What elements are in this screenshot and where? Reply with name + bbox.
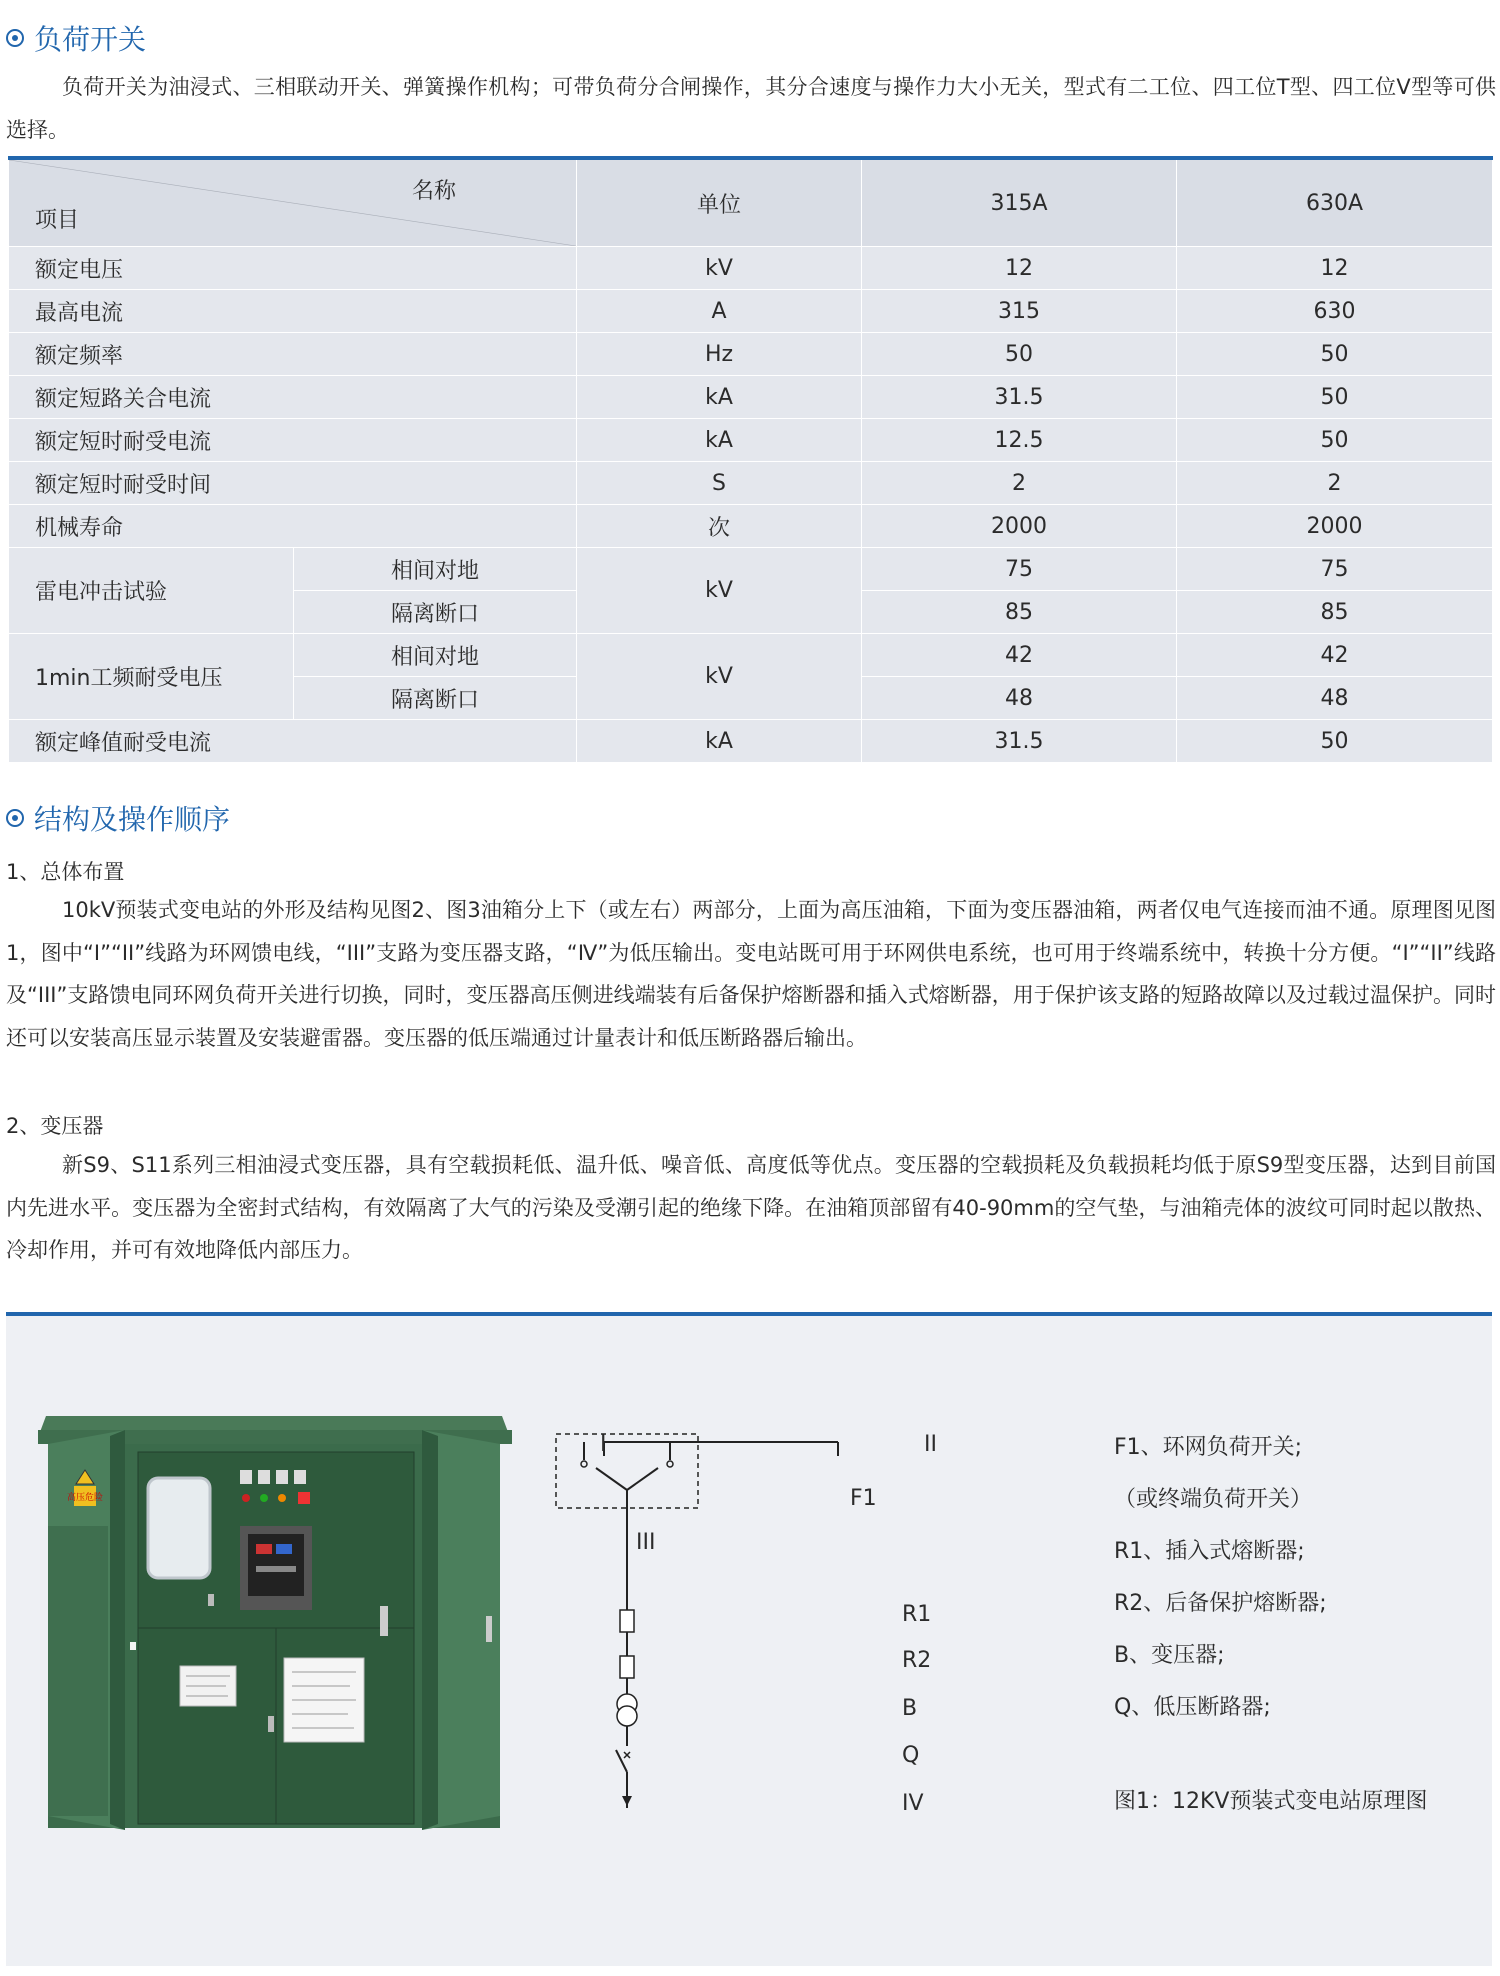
row-315a: 2 [862, 462, 1177, 505]
table-row [9, 376, 1493, 419]
spec-table [8, 156, 1493, 763]
legend-B: B、变压器; [1114, 1643, 1225, 1668]
row-unit: kV [577, 247, 862, 290]
header-315a: 315A [862, 158, 1177, 247]
row-630a: 48 [1177, 677, 1493, 720]
row-315a: 50 [862, 333, 1177, 376]
table-row [9, 247, 1493, 290]
row-unit: kV [577, 548, 862, 634]
row-item: 额定短时耐受时间 [9, 462, 577, 505]
table-header-row [9, 158, 1493, 247]
table-row [9, 720, 1493, 763]
legend-R2: R2、后备保护熔断器; [1114, 1591, 1327, 1616]
subsection-title-layout: 1、总体布置 [6, 860, 125, 884]
header-630a: 630A [1177, 158, 1493, 247]
row-315a: 31.5 [862, 720, 1177, 763]
row-item: 额定短路关合电流 [9, 376, 577, 419]
row-subitem: 隔离断口 [294, 677, 577, 720]
Q-label: Q [902, 1743, 920, 1768]
table-row [9, 419, 1493, 462]
row-unit: kA [577, 376, 862, 419]
legend-Q: Q、低压断路器; [1114, 1695, 1271, 1720]
row-subitem: 相间对地 [294, 634, 577, 677]
row-unit: kA [577, 419, 862, 462]
warning-label-text: 高压危险 [66, 1493, 104, 1503]
row-630a: 50 [1177, 720, 1493, 763]
row-630a: 75 [1177, 548, 1493, 591]
figure-caption: 图1：12KV预装式变电站原理图 [1114, 1789, 1428, 1814]
section-title-text: 负荷开关 [34, 23, 147, 56]
table-row [9, 333, 1493, 376]
row-item: 额定频率 [9, 333, 577, 376]
row-unit: A [577, 290, 862, 333]
row-item: 机械寿命 [9, 505, 577, 548]
row-630a: 630 [1177, 290, 1493, 333]
row-subitem: 隔离断口 [294, 591, 577, 634]
schematic-diagram [476, 1416, 956, 1836]
row-630a: 85 [1177, 591, 1493, 634]
row-subitem: 相间对地 [294, 548, 577, 591]
B-label: B [902, 1696, 918, 1721]
row-unit: kA [577, 720, 862, 763]
load-switch-description: 负荷开关为油浸式、三相联动开关、弹簧操作机构；可带负荷分合闸操作，其分合速度与操作力大小无关，型式有二工位、四工位T型、四工位V型等可供选择。 [6, 75, 1496, 142]
bullet-circle-icon [6, 809, 24, 827]
legend-R1: R1、插入式熔断器; [1114, 1539, 1305, 1564]
figure-panel [6, 1312, 1492, 1966]
section-title-load-switch [6, 18, 146, 58]
F1-label: F1 [850, 1486, 877, 1511]
row-315a: 2000 [862, 505, 1177, 548]
section-title-structure [6, 798, 230, 838]
legend-F1-alt: （或终端负荷开关） [1114, 1487, 1313, 1512]
row-315a: 85 [862, 591, 1177, 634]
row-315a: 42 [862, 634, 1177, 677]
row-unit: S [577, 462, 862, 505]
branch-III-label: III [636, 1530, 656, 1555]
layout-paragraph: 10kV预装式变电站的外形及结构见图2、图3油箱分上下（或左右）两部分，上面为高压油箱，下面为变压器油箱，两者仅电气连接而油不通。原理图见图1，图中“I”“II”线路为环网馈电线，“III”支路为变压器支路，“Ⅳ”为低压输出。变电站既可用于环网供电系统，也可用于终端系统中，转换十分方便。“I”“II”线路及“III”支路馈电同环网负荷开关进行切换，同时，变压器高压侧进线端装有后备保护熔断器和插入式熔断器，用于保护该支路的短路故障以及过载过温保护。同时还可以安装高压显示装置及安装避雷器。变压器的低压端通过计量表计和低压断路器后输出。 [6, 898, 1496, 1050]
row-item-powerfreq: 1min工频耐受电压 [9, 634, 294, 720]
line-II-label: II [924, 1432, 937, 1457]
table-row [9, 505, 1493, 548]
substation-cabinet-illustration [30, 1416, 530, 1836]
header-item-label: 项目 [35, 208, 80, 233]
header-unit: 单位 [577, 158, 862, 247]
row-unit: Hz [577, 333, 862, 376]
row-315a: 315 [862, 290, 1177, 333]
subsection-title-transformer: 2、变压器 [6, 1114, 104, 1138]
row-item: 额定峰值耐受电流 [9, 720, 577, 763]
bullet-circle-icon [6, 29, 24, 47]
row-630a: 50 [1177, 333, 1493, 376]
row-item: 额定电压 [9, 247, 577, 290]
row-630a: 50 [1177, 376, 1493, 419]
row-315a: 48 [862, 677, 1177, 720]
row-unit: 次 [577, 505, 862, 548]
row-315a: 75 [862, 548, 1177, 591]
header-diagonal-cell [9, 158, 577, 247]
legend-F1: F1、环网负荷开关; [1114, 1435, 1303, 1460]
R1-label: R1 [902, 1602, 932, 1627]
row-630a: 2 [1177, 462, 1493, 505]
row-630a: 42 [1177, 634, 1493, 677]
row-unit: kV [577, 634, 862, 720]
row-item-lightning: 雷电冲击试验 [9, 548, 294, 634]
header-name-label: 名称 [411, 179, 456, 204]
IV-label: IV [902, 1791, 924, 1816]
line-I-label: I [600, 1432, 607, 1457]
row-315a: 31.5 [862, 376, 1177, 419]
row-630a: 50 [1177, 419, 1493, 462]
table-row [9, 634, 1493, 677]
table-row [9, 290, 1493, 333]
transformer-paragraph: 新S9、S11系列三相油浸式变压器，具有空载损耗低、温升低、噪音低、高度低等优点。变压器的空载损耗及负载损耗均低于原S9型变压器，达到目前国内先进水平。变压器为全密封式结构，有效隔离了大气的污染及受潮引起的绝缘下降。在油箱顶部留有40-90mm的空气垫，与油箱壳体的波纹可同时起以散热、冷却作用，并可有效地降低内部压力。 [6, 1153, 1496, 1262]
table-row [9, 548, 1493, 591]
row-630a: 2000 [1177, 505, 1493, 548]
row-630a: 12 [1177, 247, 1493, 290]
R2-label: R2 [902, 1648, 932, 1673]
row-item: 最高电流 [9, 290, 577, 333]
section-title-text: 结构及操作顺序 [34, 803, 231, 836]
row-item: 额定短时耐受电流 [9, 419, 577, 462]
row-315a: 12 [862, 247, 1177, 290]
table-row [9, 462, 1493, 505]
row-315a: 12.5 [862, 419, 1177, 462]
